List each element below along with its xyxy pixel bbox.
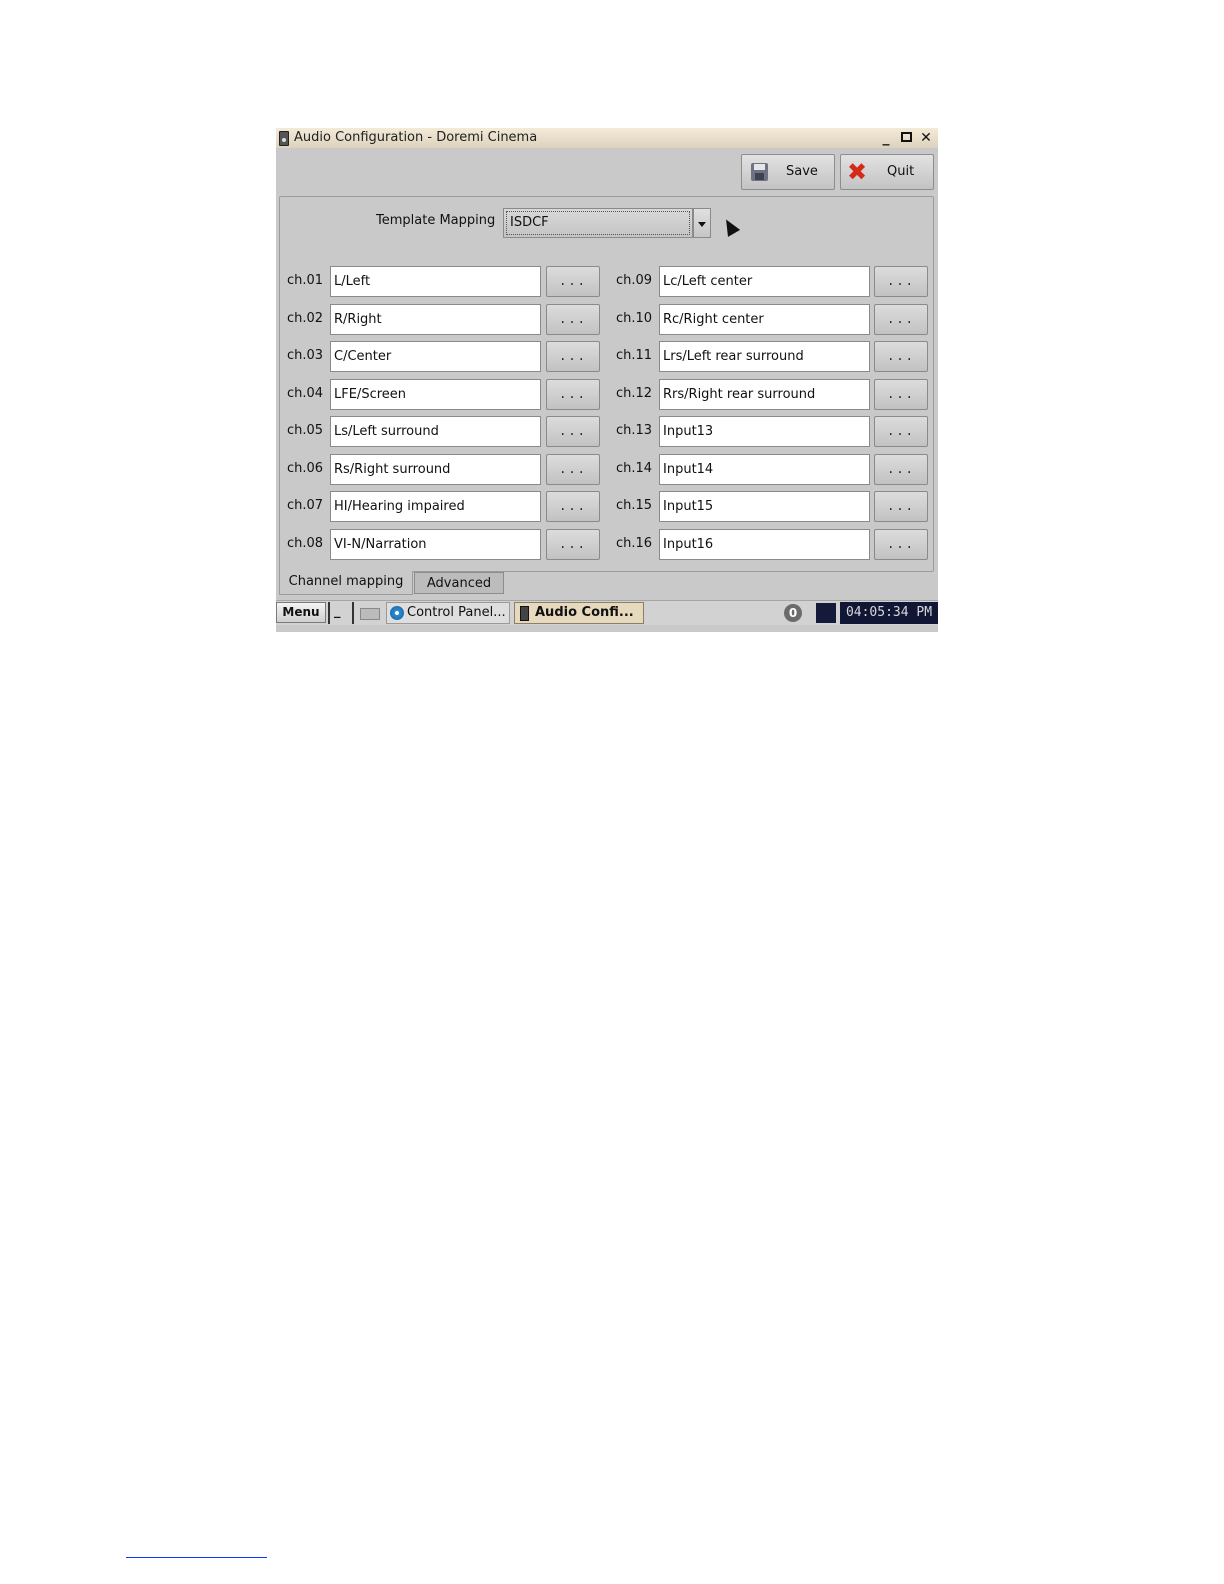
- channel-label: ch.01: [287, 273, 324, 288]
- taskbar-separator: [352, 602, 354, 624]
- tab-channel-mapping[interactable]: Channel mapping: [279, 571, 413, 595]
- audio-configuration-window: [276, 128, 938, 632]
- taskbar-task-audio-config[interactable]: [514, 602, 644, 624]
- save-button-label: Save: [786, 164, 818, 179]
- channel-options-button[interactable]: ...: [874, 379, 928, 410]
- channel-label: ch.03: [287, 348, 324, 363]
- channel-name-input[interactable]: [659, 454, 870, 485]
- red-x-icon: ✖: [847, 158, 868, 186]
- channel-options-button[interactable]: ...: [546, 491, 600, 522]
- channel-label: ch.04: [287, 385, 324, 401]
- channel-options-button[interactable]: ...: [546, 379, 600, 410]
- channel-options-button[interactable]: ...: [546, 454, 600, 485]
- taskbar-task-label: Audio Confi...: [535, 605, 634, 620]
- speaker-icon: [520, 606, 529, 621]
- channel-label: ch.11: [616, 348, 653, 363]
- tab-advanced[interactable]: Advanced: [414, 572, 504, 594]
- channel-options-button[interactable]: ...: [874, 529, 928, 560]
- channel-options-button[interactable]: ...: [546, 266, 600, 297]
- channel-options-button[interactable]: ...: [546, 416, 600, 447]
- channel-name-input[interactable]: [330, 304, 541, 335]
- template-mapping-label: Template Mapping: [376, 213, 496, 228]
- channel-options-button[interactable]: ...: [874, 454, 928, 485]
- show-desktop-button[interactable]: _: [334, 604, 341, 619]
- footnote-rule: [126, 1557, 267, 1558]
- channel-label: ch.07: [287, 498, 324, 513]
- channel-options-button[interactable]: ...: [874, 304, 928, 335]
- channel-options-button[interactable]: ...: [874, 341, 928, 372]
- window-title: Audio Configuration - Doremi Cinema: [294, 130, 538, 145]
- control-panel-icon: [390, 606, 404, 620]
- notification-badge[interactable]: 0: [784, 604, 802, 622]
- channel-name-input[interactable]: [330, 266, 541, 297]
- channel-name-input[interactable]: [330, 379, 541, 410]
- taskbar-task-control-panel[interactable]: [386, 602, 510, 624]
- channel-label: ch.06: [287, 460, 324, 476]
- keyboard-icon[interactable]: [360, 608, 380, 620]
- channel-name-input[interactable]: [659, 266, 870, 297]
- template-mapping-select[interactable]: [503, 208, 693, 238]
- template-mapping-value: ISDCF: [506, 211, 690, 235]
- channel-mapping-panel: [279, 196, 934, 572]
- channel-name-input[interactable]: [659, 304, 870, 335]
- channel-name-input[interactable]: [659, 379, 870, 410]
- dropdown-arrow-icon[interactable]: [693, 208, 711, 238]
- channel-label: ch.09: [616, 273, 653, 288]
- channel-name-input[interactable]: [330, 491, 541, 522]
- channel-options-button[interactable]: ...: [874, 266, 928, 297]
- channel-name-input[interactable]: [659, 529, 870, 560]
- channel-label: ch.16: [616, 535, 653, 551]
- title-bar[interactable]: [276, 128, 938, 148]
- channel-label: ch.14: [616, 460, 653, 476]
- close-button[interactable]: ✕: [920, 130, 932, 146]
- channel-label: ch.05: [287, 423, 324, 438]
- maximize-icon: [901, 132, 912, 142]
- channel-label: ch.15: [616, 498, 653, 513]
- channel-name-input[interactable]: [659, 416, 870, 447]
- taskbar-task-label: Control Panel...: [407, 605, 506, 620]
- channel-label: ch.12: [616, 385, 653, 401]
- channel-label: ch.02: [287, 310, 324, 326]
- taskbar: [276, 600, 938, 625]
- channel-options-button[interactable]: ...: [874, 416, 928, 447]
- quit-button-label: Quit: [887, 164, 915, 179]
- speaker-icon: [279, 131, 289, 146]
- menu-button[interactable]: Menu: [276, 602, 326, 623]
- channel-name-input[interactable]: [330, 454, 541, 485]
- tray-icon[interactable]: [816, 603, 836, 623]
- channel-name-input[interactable]: [330, 529, 541, 560]
- channel-options-button[interactable]: ...: [546, 304, 600, 335]
- taskbar-separator: [328, 602, 330, 624]
- channel-name-input[interactable]: [330, 416, 541, 447]
- channel-options-button[interactable]: ...: [874, 491, 928, 522]
- channel-options-button[interactable]: ...: [546, 341, 600, 372]
- save-button[interactable]: [741, 154, 835, 190]
- minimize-button[interactable]: _: [882, 130, 890, 146]
- maximize-button[interactable]: [898, 130, 914, 146]
- channel-name-input[interactable]: [659, 491, 870, 522]
- channel-options-button[interactable]: ...: [546, 529, 600, 560]
- channel-label: ch.08: [287, 535, 324, 551]
- channel-name-input[interactable]: [330, 341, 541, 372]
- clock: 04:05:34 PM: [840, 602, 938, 624]
- channel-label: ch.13: [616, 423, 653, 438]
- channel-name-input[interactable]: [659, 341, 870, 372]
- floppy-disk-icon: [751, 163, 768, 181]
- quit-button[interactable]: [840, 154, 934, 190]
- channel-label: ch.10: [616, 310, 653, 326]
